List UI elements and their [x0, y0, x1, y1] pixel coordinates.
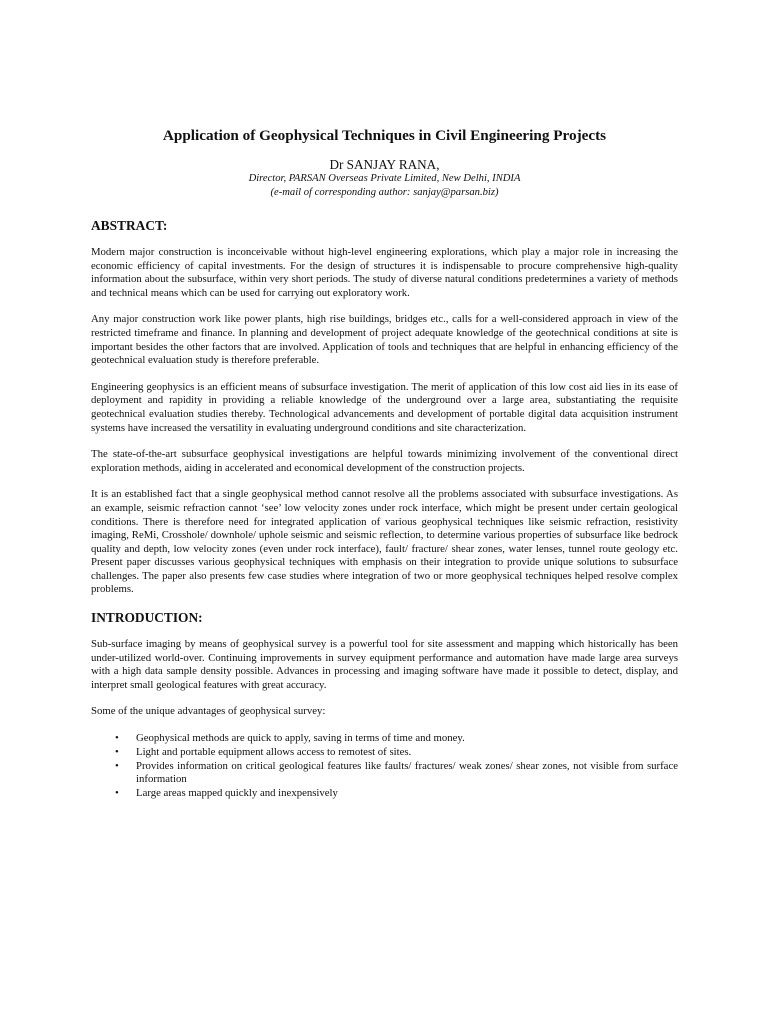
paper-title: Application of Geophysical Techniques in Civil Engineering Projects [162, 127, 607, 144]
advantages-list [91, 732, 678, 801]
introduction-paragraph: Sub-surface imaging by means of geophysical survey is a powerful tool for site assessment and mapping which historically has been under-utilized world-over. Continuing improvements in survey equipment performance and automation have made large area surveys with a high data sample density possible. Advances in processing and imaging software have made it possible to detect, display, and interpret small geological features with great accuracy. [91, 638, 678, 691]
author-email: (e-mail of corresponding author: sanjay@parsan.biz) [270, 187, 499, 198]
list-item [115, 760, 678, 788]
list-item-text: Geophysical methods are quick to apply, saving in terms of time and money. [136, 732, 465, 745]
list-item [115, 732, 678, 746]
bullet-icon: • [115, 787, 119, 800]
abstract-paragraph: Modern major construction is inconceivable without high-level engineering explorations, which play a major role in increasing the economic efficiency of capital investments. For the design of structures it is indispensable to procure comprehensive high-quality information about the subsurface, within very short periods. The study of diverse natural conditions predetermines a variety of methods and technical means which can be used for carrying out exploratory work. [91, 246, 678, 299]
author-affiliation: Director, PARSAN Overseas Private Limited, New Delhi, INDIA [248, 173, 521, 184]
list-item-text: Provides information on critical geological features like faults/ fractures/ weak zones/ shear zones, not visible from surface information [136, 759, 678, 786]
abstract-paragraph: Any major construction work like power plants, high rise buildings, bridges etc., calls for a well-considered approach in view of the restricted timeframe and finance. In planning and development of project adequate knowledge of the geotechnical conditions at site is important besides the other factors that are involved. Application of tools and techniques that are helpful in enhancing efficiency of the geotechnical evaluation study is therefore preferable. [91, 313, 678, 367]
bullet-icon: • [115, 732, 119, 745]
abstract-paragraph: The state-of-the-art subsurface geophysical investigations are helpful towards minimizing involvement of the conventional direct exploration methods, aiding in accelerated and economical development of the construction projects. [91, 448, 678, 474]
advantages-lead-in: Some of the unique advantages of geophysical survey: [91, 705, 326, 718]
introduction-heading: INTRODUCTION: [91, 610, 203, 626]
bullet-icon: • [115, 759, 119, 772]
list-item-text: Light and portable equipment allows access to remotest of sites. [136, 745, 412, 758]
list-item-text: Large areas mapped quickly and inexpensively [136, 787, 338, 800]
abstract-paragraph: It is an established fact that a single geophysical method cannot resolve all the problems associated with subsurface investigations. As an example, seismic refraction cannot ‘see’ low velocity zones under rock interface, which might be present under certain geological conditions. There is therefore need for integrated application of various geophysical techniques like seismic refraction, resistivity imaging, ReMi, Crosshole/ downhole/ uphole seismic and seismic reflection, to determine various properties of subsurface like bedrock quality and depth, low velocity zones (even under rock interface), fault/ fracture/ shear zones, water lenses, tunnel route geology etc. Present paper discusses various geophysical techniques with emphasis on their integration to provide unique solutions to subsurface challenges. The paper also presents few case studies where integration of two or more geophysical techniques helped resolve complex problems. [91, 488, 678, 596]
list-item [115, 746, 678, 760]
author-name: Dr SANJAY RANA, [329, 157, 440, 172]
bullet-icon: • [115, 745, 119, 758]
abstract-paragraph: Engineering geophysics is an efficient means of subsurface investigation. The merit of application of this low cost aid lies in its ease of deployment and rapidity in providing a reliable knowledge of the underground over a large area, substantiating the requisite geotechnical evaluation studies thereby. Technological advancements and development of portable digital data acquisition instrument systems have increased the versatility in evaluating underground conditions and site characterization. [91, 380, 678, 434]
list-item [115, 787, 678, 801]
abstract-heading: ABSTRACT: [91, 218, 168, 233]
paper-page [91, 126, 678, 801]
